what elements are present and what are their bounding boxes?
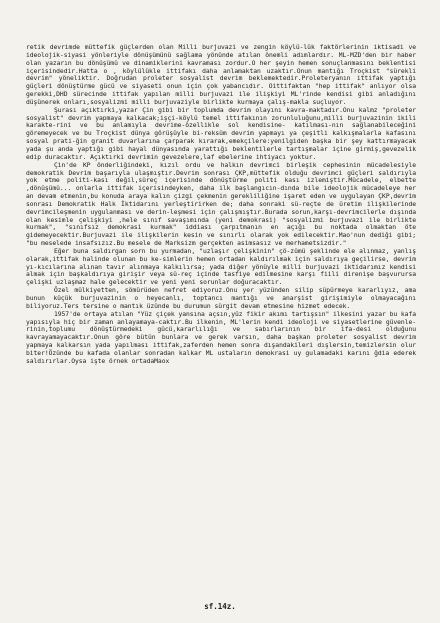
paragraph-3: Çin'de KP önderliğindeki, kızıl ordu ve halkın devrimci birleşik cephesinin mücadelesiyle demokratik Devrim başarıyla ulaşmıştır.Devrim sonrası ÇKP,müttefik olduğu devrimci güçleri saldırıyla yok etme politi-kası değil,süreç içerisinde dönüştürme politi kası izlemiştir.Mücadele, elbette ,dönüşümü... onlarla ittifak içerisindeyken, daha ilk başlangıcın-dında bile ideolojik mücadeleye her an devam etmenin,bu konuda araya kalın çizgi çekmenin gerekliliğine işaret eden ve uygulayan ÇKP,devrim sonrası Demokratik Halk İktidarını yerleştirirken de; daha sonraki sü-reçte de üretim ilişkilerinde devrimcileşmenin uygulanması ve derin-leşmesi için çalışmıştır.Burada sorun,karşı-devrimcilerle dışında olan kesimle çelişkiyi ,hele sınıf savaşımında (yeni demokrasi) "sosyalizmi burjuvazi ile birlikte kurmak", "sınıfsız demokrasi kurmak" iddiası çarpıtmanın en açığı bu noktada olmaktan öte gidemeyecektir.Burjuvazi ile ilişkilerin kesin ve sınırlı olarak yok edilecektir.Mao'nun dediği gibi; "bu meselede insafsızız.Bu mesele de Marksizm gerçekten asimsasız ve merhametsizdir."	[26, 161, 416, 248]
paragraph-1: retik devrimde müttefik güçlerden olan Milli burjuvazi ve zengin köylü-lük faktörlerinin iktisadi ve ideolojik-siyasi yönleriyle dönüşümünü sağlama yönünde atılan önemli adımlardır. ML-MZD'den bir haber olan yazarın bu dönüşümü ve dinamiklerini kavraması zordur.O her şeyin hemen sonuçlanmasını beklentisi içerisindedir.Hatta o , köylülükle ittifakı daha anlamaktan uzaktır.Onun mantığı Troçkist "sürekli devrim" yöneliktir. Doğrudan proleter sosyalist devrim beklemektedir.Proleteryanın ittifak yaptığı güçleri dönüştürme gücü ve siyaseti onun için çok yabancıdır. Oittifaktan "hep ittifak" anlıyor olsa gerekki,DHD sürecinde ittifak yapılan milli burjuvazi ile ilişkiyi ML'rinde kendisi gibi anladığını düşünerek onları,sosyalizmi milli burjuvaziyle birlikte kurmaya çalış-makla suçluyor.	[26, 44, 416, 106]
page-number: sf.14z.	[204, 602, 236, 611]
paragraph-2: Şurası açıktırki,yazar Çin gibi bir toplumda devrim olayını kavra-maktadır.Onu kalmz "proleter sosyalist" devrim yapmaya kalkacak;işçi-köylü temel ittifakının zorunluluğunu,milli burjuvazinin ikili karakte-rini ve bu anlamıyla devrime-özellikle sol kendisine- katılması-nın sağlanabileceğini göremeyecek ve bu Troçkist dünya görüşüyle bi-reksüm devrim yapmayı ya çeşitli kalkışmalarla kafasını sosyal prati-ğin granit duvarlarına çarparak kırarak,emekçilere:yenilgiden başka bir şey kattırmayacak yada şu anda yaptığı gibi hayal dünyasında yarattığı beklentilerle tartışmalar içine girmiş,gevezelik edip duracaktır. Açıktırki devrimin gevezelere,laf ebelerine ihtiyacı yoktur.	[26, 106, 416, 161]
paragraph-5: Özel mülkiyetten, sömürüden nefret ediyoruz.Onu yer yüzünden silip süpürmeye kararlıyız, ama bunun küçük burjuvazinin o heyecanlı, toptancı mantığı ve anarşist girişimiyle olmayacağını biliyoruz.Ters tersine o mantık üzünde bu durumun sürgit devam etmesine hizmet edecek.	[26, 287, 416, 310]
paragraph-4: Eğer buna saldırgan sorn bu yurmadan, "uzlaşır çelişkinin" çö-zümü şeklinde ele alınmaz, yanlış olarak,ittifak halinde olunan bu ke-simlerin hemen ortadan kaldırılmak için saldırıya geçilirse, devrim yı-kıcılarına alınan tavır alınmaya kalkılırsa; yada diğer yönüyle milli burjuvazi iktidarımız kendisi almak için başkaldırıya girişir veya sü-reç içinde tasfiye edilmesine karşı fiili direnişe başvurursa çelişki uzlaşmaz hale gelecektir ve yeni yeni sorunlar doğuracaktır.	[26, 247, 416, 287]
paragraph-6: 1957'de ortaya atılan "Yüz çiçek yansına açsın,yüz fikir akımı tartışsın" ilkesini yazar bu kafa yapısıyla hiç bir zaman anlayamaya-caktır.Bu ilkenin, ML'lerin kendi ideoloji ve siyasetlerine güvenle-rinin,toplumu dönüştürmedeki gücü,kararlılığı ve sabırlarının bir ifa-desi olduğunu kavrayamayacaktır.Onun göre bütün bunlara ve gerek varsın, daha başkan proleter sosyalist devrim yapmaya kalkarsın yada yapılması ittifak,zaferden hemen sonra dışandakileri dışlersin,temizlersin olur biter!Özünde bu kafada olanlar sonradan kalkar ML ustaların demokrasi uy gulamadaki karını ğdia ederek saldırırlar.Oysa işte örnek ortadaMaox	[26, 310, 416, 365]
